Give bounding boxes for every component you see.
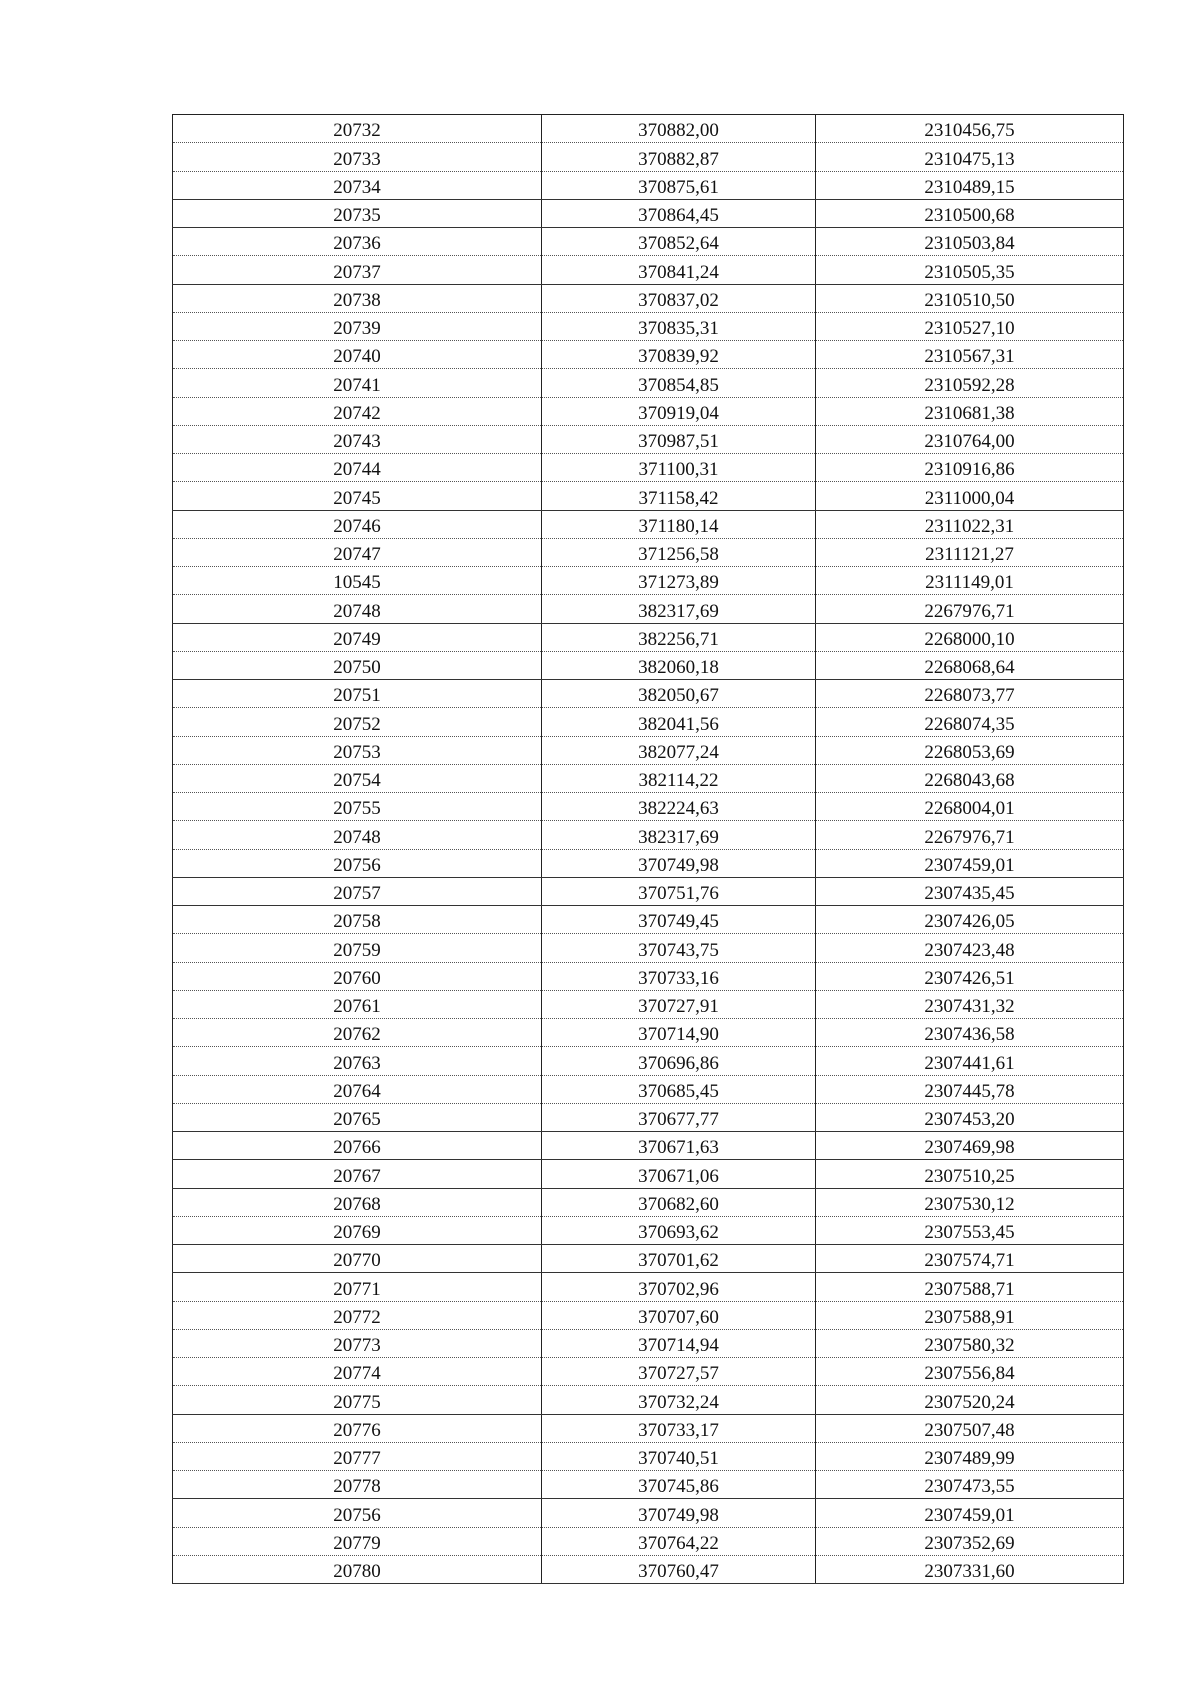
y-coordinate-cell: 2310503,84	[816, 228, 1124, 256]
x-coordinate-cell: 382050,67	[542, 680, 816, 708]
x-coordinate-cell: 370671,63	[542, 1132, 816, 1160]
point-number-cell: 20776	[173, 1414, 542, 1442]
table-row	[173, 1075, 1124, 1103]
x-coordinate-cell: 370682,60	[542, 1188, 816, 1216]
table-row	[173, 256, 1124, 284]
point-number-cell: 20747	[173, 538, 542, 566]
y-coordinate-cell: 2310456,75	[816, 115, 1124, 143]
point-number-cell: 20751	[173, 680, 542, 708]
point-number-cell: 20779	[173, 1527, 542, 1555]
x-coordinate-cell: 370701,62	[542, 1245, 816, 1273]
table-row	[173, 171, 1124, 199]
y-coordinate-cell: 2267976,71	[816, 595, 1124, 623]
y-coordinate-cell: 2268073,77	[816, 680, 1124, 708]
point-number-cell: 20740	[173, 341, 542, 369]
y-coordinate-cell: 2307426,51	[816, 962, 1124, 990]
x-coordinate-cell: 370727,91	[542, 990, 816, 1018]
y-coordinate-cell: 2268043,68	[816, 764, 1124, 792]
x-coordinate-cell: 370751,76	[542, 877, 816, 905]
x-coordinate-cell: 370749,98	[542, 1499, 816, 1527]
table-row	[173, 849, 1124, 877]
x-coordinate-cell: 370732,24	[542, 1386, 816, 1414]
coordinates-table	[172, 114, 1124, 1584]
y-coordinate-cell: 2310505,35	[816, 256, 1124, 284]
point-number-cell: 20764	[173, 1075, 542, 1103]
y-coordinate-cell: 2268068,64	[816, 651, 1124, 679]
y-coordinate-cell: 2307459,01	[816, 849, 1124, 877]
y-coordinate-cell: 2307436,58	[816, 1019, 1124, 1047]
x-coordinate-cell: 370749,45	[542, 906, 816, 934]
x-coordinate-cell: 370693,62	[542, 1216, 816, 1244]
table-row	[173, 115, 1124, 143]
table-row	[173, 369, 1124, 397]
y-coordinate-cell: 2307520,24	[816, 1386, 1124, 1414]
table-row	[173, 990, 1124, 1018]
table-row	[173, 1471, 1124, 1499]
y-coordinate-cell: 2307426,05	[816, 906, 1124, 934]
table-row	[173, 1245, 1124, 1273]
x-coordinate-cell: 370852,64	[542, 228, 816, 256]
table-row	[173, 1188, 1124, 1216]
y-coordinate-cell: 2307510,25	[816, 1160, 1124, 1188]
y-coordinate-cell: 2268004,01	[816, 793, 1124, 821]
point-number-cell: 20768	[173, 1188, 542, 1216]
table-row	[173, 199, 1124, 227]
x-coordinate-cell: 370671,06	[542, 1160, 816, 1188]
table-row	[173, 1555, 1124, 1583]
coordinates-table-body	[173, 115, 1124, 1584]
point-number-cell: 20771	[173, 1273, 542, 1301]
x-coordinate-cell: 371256,58	[542, 538, 816, 566]
point-number-cell: 20760	[173, 962, 542, 990]
point-number-cell: 20737	[173, 256, 542, 284]
point-number-cell: 20757	[173, 877, 542, 905]
point-number-cell: 20761	[173, 990, 542, 1018]
x-coordinate-cell: 370733,17	[542, 1414, 816, 1442]
point-number-cell: 20748	[173, 821, 542, 849]
y-coordinate-cell: 2268053,69	[816, 736, 1124, 764]
table-row	[173, 312, 1124, 340]
x-coordinate-cell: 370733,16	[542, 962, 816, 990]
x-coordinate-cell: 370707,60	[542, 1301, 816, 1329]
point-number-cell: 20733	[173, 143, 542, 171]
x-coordinate-cell: 370835,31	[542, 312, 816, 340]
y-coordinate-cell: 2307507,48	[816, 1414, 1124, 1442]
x-coordinate-cell: 382224,63	[542, 793, 816, 821]
table-row	[173, 1301, 1124, 1329]
y-coordinate-cell: 2310489,15	[816, 171, 1124, 199]
y-coordinate-cell: 2307453,20	[816, 1103, 1124, 1131]
y-coordinate-cell: 2307441,61	[816, 1047, 1124, 1075]
x-coordinate-cell: 382041,56	[542, 708, 816, 736]
x-coordinate-cell: 370714,90	[542, 1019, 816, 1047]
x-coordinate-cell: 370714,94	[542, 1329, 816, 1357]
x-coordinate-cell: 382317,69	[542, 821, 816, 849]
table-row	[173, 1132, 1124, 1160]
x-coordinate-cell: 370839,92	[542, 341, 816, 369]
x-coordinate-cell: 370882,00	[542, 115, 816, 143]
x-coordinate-cell: 370696,86	[542, 1047, 816, 1075]
y-coordinate-cell: 2307556,84	[816, 1358, 1124, 1386]
table-row	[173, 793, 1124, 821]
point-number-cell: 20735	[173, 199, 542, 227]
point-number-cell: 20778	[173, 1471, 542, 1499]
y-coordinate-cell: 2268000,10	[816, 623, 1124, 651]
y-coordinate-cell: 2310527,10	[816, 312, 1124, 340]
y-coordinate-cell: 2310681,38	[816, 397, 1124, 425]
table-row	[173, 736, 1124, 764]
table-row	[173, 425, 1124, 453]
x-coordinate-cell: 370987,51	[542, 425, 816, 453]
point-number-cell: 20765	[173, 1103, 542, 1131]
table-row	[173, 1358, 1124, 1386]
y-coordinate-cell: 2311149,01	[816, 567, 1124, 595]
y-coordinate-cell: 2310500,68	[816, 199, 1124, 227]
point-number-cell: 20762	[173, 1019, 542, 1047]
x-coordinate-cell: 370864,45	[542, 199, 816, 227]
x-coordinate-cell: 370919,04	[542, 397, 816, 425]
point-number-cell: 20769	[173, 1216, 542, 1244]
x-coordinate-cell: 370760,47	[542, 1555, 816, 1583]
table-row	[173, 651, 1124, 679]
point-number-cell: 20734	[173, 171, 542, 199]
x-coordinate-cell: 371273,89	[542, 567, 816, 595]
table-row	[173, 567, 1124, 595]
point-number-cell: 20736	[173, 228, 542, 256]
table-row	[173, 482, 1124, 510]
x-coordinate-cell: 370745,86	[542, 1471, 816, 1499]
y-coordinate-cell: 2307588,91	[816, 1301, 1124, 1329]
x-coordinate-cell: 370764,22	[542, 1527, 816, 1555]
point-number-cell: 20775	[173, 1386, 542, 1414]
x-coordinate-cell: 382077,24	[542, 736, 816, 764]
point-number-cell: 20738	[173, 284, 542, 312]
x-coordinate-cell: 370685,45	[542, 1075, 816, 1103]
table-row	[173, 1103, 1124, 1131]
point-number-cell: 20756	[173, 1499, 542, 1527]
point-number-cell: 20780	[173, 1555, 542, 1583]
y-coordinate-cell: 2307588,71	[816, 1273, 1124, 1301]
y-coordinate-cell: 2307574,71	[816, 1245, 1124, 1273]
y-coordinate-cell: 2310567,31	[816, 341, 1124, 369]
table-row	[173, 1442, 1124, 1470]
point-number-cell: 20745	[173, 482, 542, 510]
point-number-cell: 20774	[173, 1358, 542, 1386]
x-coordinate-cell: 371100,31	[542, 454, 816, 482]
table-row	[173, 934, 1124, 962]
table-row	[173, 1329, 1124, 1357]
y-coordinate-cell: 2310592,28	[816, 369, 1124, 397]
table-row	[173, 538, 1124, 566]
x-coordinate-cell: 371158,42	[542, 482, 816, 510]
y-coordinate-cell: 2307469,98	[816, 1132, 1124, 1160]
x-coordinate-cell: 370749,98	[542, 849, 816, 877]
table-row	[173, 821, 1124, 849]
y-coordinate-cell: 2307431,32	[816, 990, 1124, 1018]
point-number-cell: 20753	[173, 736, 542, 764]
y-coordinate-cell: 2311022,31	[816, 510, 1124, 538]
point-number-cell: 20763	[173, 1047, 542, 1075]
table-row	[173, 454, 1124, 482]
y-coordinate-cell: 2310475,13	[816, 143, 1124, 171]
x-coordinate-cell: 370854,85	[542, 369, 816, 397]
x-coordinate-cell: 370875,61	[542, 171, 816, 199]
y-coordinate-cell: 2307473,55	[816, 1471, 1124, 1499]
point-number-cell: 20743	[173, 425, 542, 453]
point-number-cell: 10545	[173, 567, 542, 595]
y-coordinate-cell: 2267976,71	[816, 821, 1124, 849]
table-row	[173, 877, 1124, 905]
y-coordinate-cell: 2311121,27	[816, 538, 1124, 566]
table-row	[173, 341, 1124, 369]
table-row	[173, 284, 1124, 312]
y-coordinate-cell: 2268074,35	[816, 708, 1124, 736]
y-coordinate-cell: 2307331,60	[816, 1555, 1124, 1583]
y-coordinate-cell: 2307445,78	[816, 1075, 1124, 1103]
point-number-cell: 20756	[173, 849, 542, 877]
table-row	[173, 1019, 1124, 1047]
table-row	[173, 764, 1124, 792]
table-row	[173, 1386, 1124, 1414]
point-number-cell: 20749	[173, 623, 542, 651]
point-number-cell: 20758	[173, 906, 542, 934]
table-row	[173, 680, 1124, 708]
point-number-cell: 20739	[173, 312, 542, 340]
table-row	[173, 595, 1124, 623]
point-number-cell: 20746	[173, 510, 542, 538]
y-coordinate-cell: 2307352,69	[816, 1527, 1124, 1555]
table-row	[173, 962, 1124, 990]
point-number-cell: 20770	[173, 1245, 542, 1273]
table-row	[173, 1273, 1124, 1301]
table-row	[173, 397, 1124, 425]
point-number-cell: 20772	[173, 1301, 542, 1329]
point-number-cell: 20766	[173, 1132, 542, 1160]
x-coordinate-cell: 371180,14	[542, 510, 816, 538]
y-coordinate-cell: 2307530,12	[816, 1188, 1124, 1216]
point-number-cell: 20742	[173, 397, 542, 425]
table-row	[173, 623, 1124, 651]
table-row	[173, 1414, 1124, 1442]
table-row	[173, 1047, 1124, 1075]
point-number-cell: 20741	[173, 369, 542, 397]
x-coordinate-cell: 370882,87	[542, 143, 816, 171]
point-number-cell: 20777	[173, 1442, 542, 1470]
x-coordinate-cell: 370743,75	[542, 934, 816, 962]
y-coordinate-cell: 2310510,50	[816, 284, 1124, 312]
table-row	[173, 906, 1124, 934]
x-coordinate-cell: 382317,69	[542, 595, 816, 623]
point-number-cell: 20754	[173, 764, 542, 792]
x-coordinate-cell: 382256,71	[542, 623, 816, 651]
y-coordinate-cell: 2310916,86	[816, 454, 1124, 482]
y-coordinate-cell: 2307553,45	[816, 1216, 1124, 1244]
table-row	[173, 1160, 1124, 1188]
point-number-cell: 20759	[173, 934, 542, 962]
table-row	[173, 143, 1124, 171]
y-coordinate-cell: 2307489,99	[816, 1442, 1124, 1470]
x-coordinate-cell: 370837,02	[542, 284, 816, 312]
x-coordinate-cell: 382114,22	[542, 764, 816, 792]
x-coordinate-cell: 370677,77	[542, 1103, 816, 1131]
point-number-cell: 20752	[173, 708, 542, 736]
point-number-cell: 20750	[173, 651, 542, 679]
table-row	[173, 1216, 1124, 1244]
x-coordinate-cell: 370727,57	[542, 1358, 816, 1386]
table-row	[173, 510, 1124, 538]
point-number-cell: 20773	[173, 1329, 542, 1357]
table-row	[173, 1527, 1124, 1555]
point-number-cell: 20755	[173, 793, 542, 821]
y-coordinate-cell: 2311000,04	[816, 482, 1124, 510]
x-coordinate-cell: 382060,18	[542, 651, 816, 679]
x-coordinate-cell: 370740,51	[542, 1442, 816, 1470]
point-number-cell: 20732	[173, 115, 542, 143]
y-coordinate-cell: 2307423,48	[816, 934, 1124, 962]
x-coordinate-cell: 370702,96	[542, 1273, 816, 1301]
y-coordinate-cell: 2310764,00	[816, 425, 1124, 453]
y-coordinate-cell: 2307435,45	[816, 877, 1124, 905]
table-row	[173, 1499, 1124, 1527]
point-number-cell: 20767	[173, 1160, 542, 1188]
x-coordinate-cell: 370841,24	[542, 256, 816, 284]
table-row	[173, 708, 1124, 736]
y-coordinate-cell: 2307580,32	[816, 1329, 1124, 1357]
point-number-cell: 20744	[173, 454, 542, 482]
y-coordinate-cell: 2307459,01	[816, 1499, 1124, 1527]
point-number-cell: 20748	[173, 595, 542, 623]
table-row	[173, 228, 1124, 256]
